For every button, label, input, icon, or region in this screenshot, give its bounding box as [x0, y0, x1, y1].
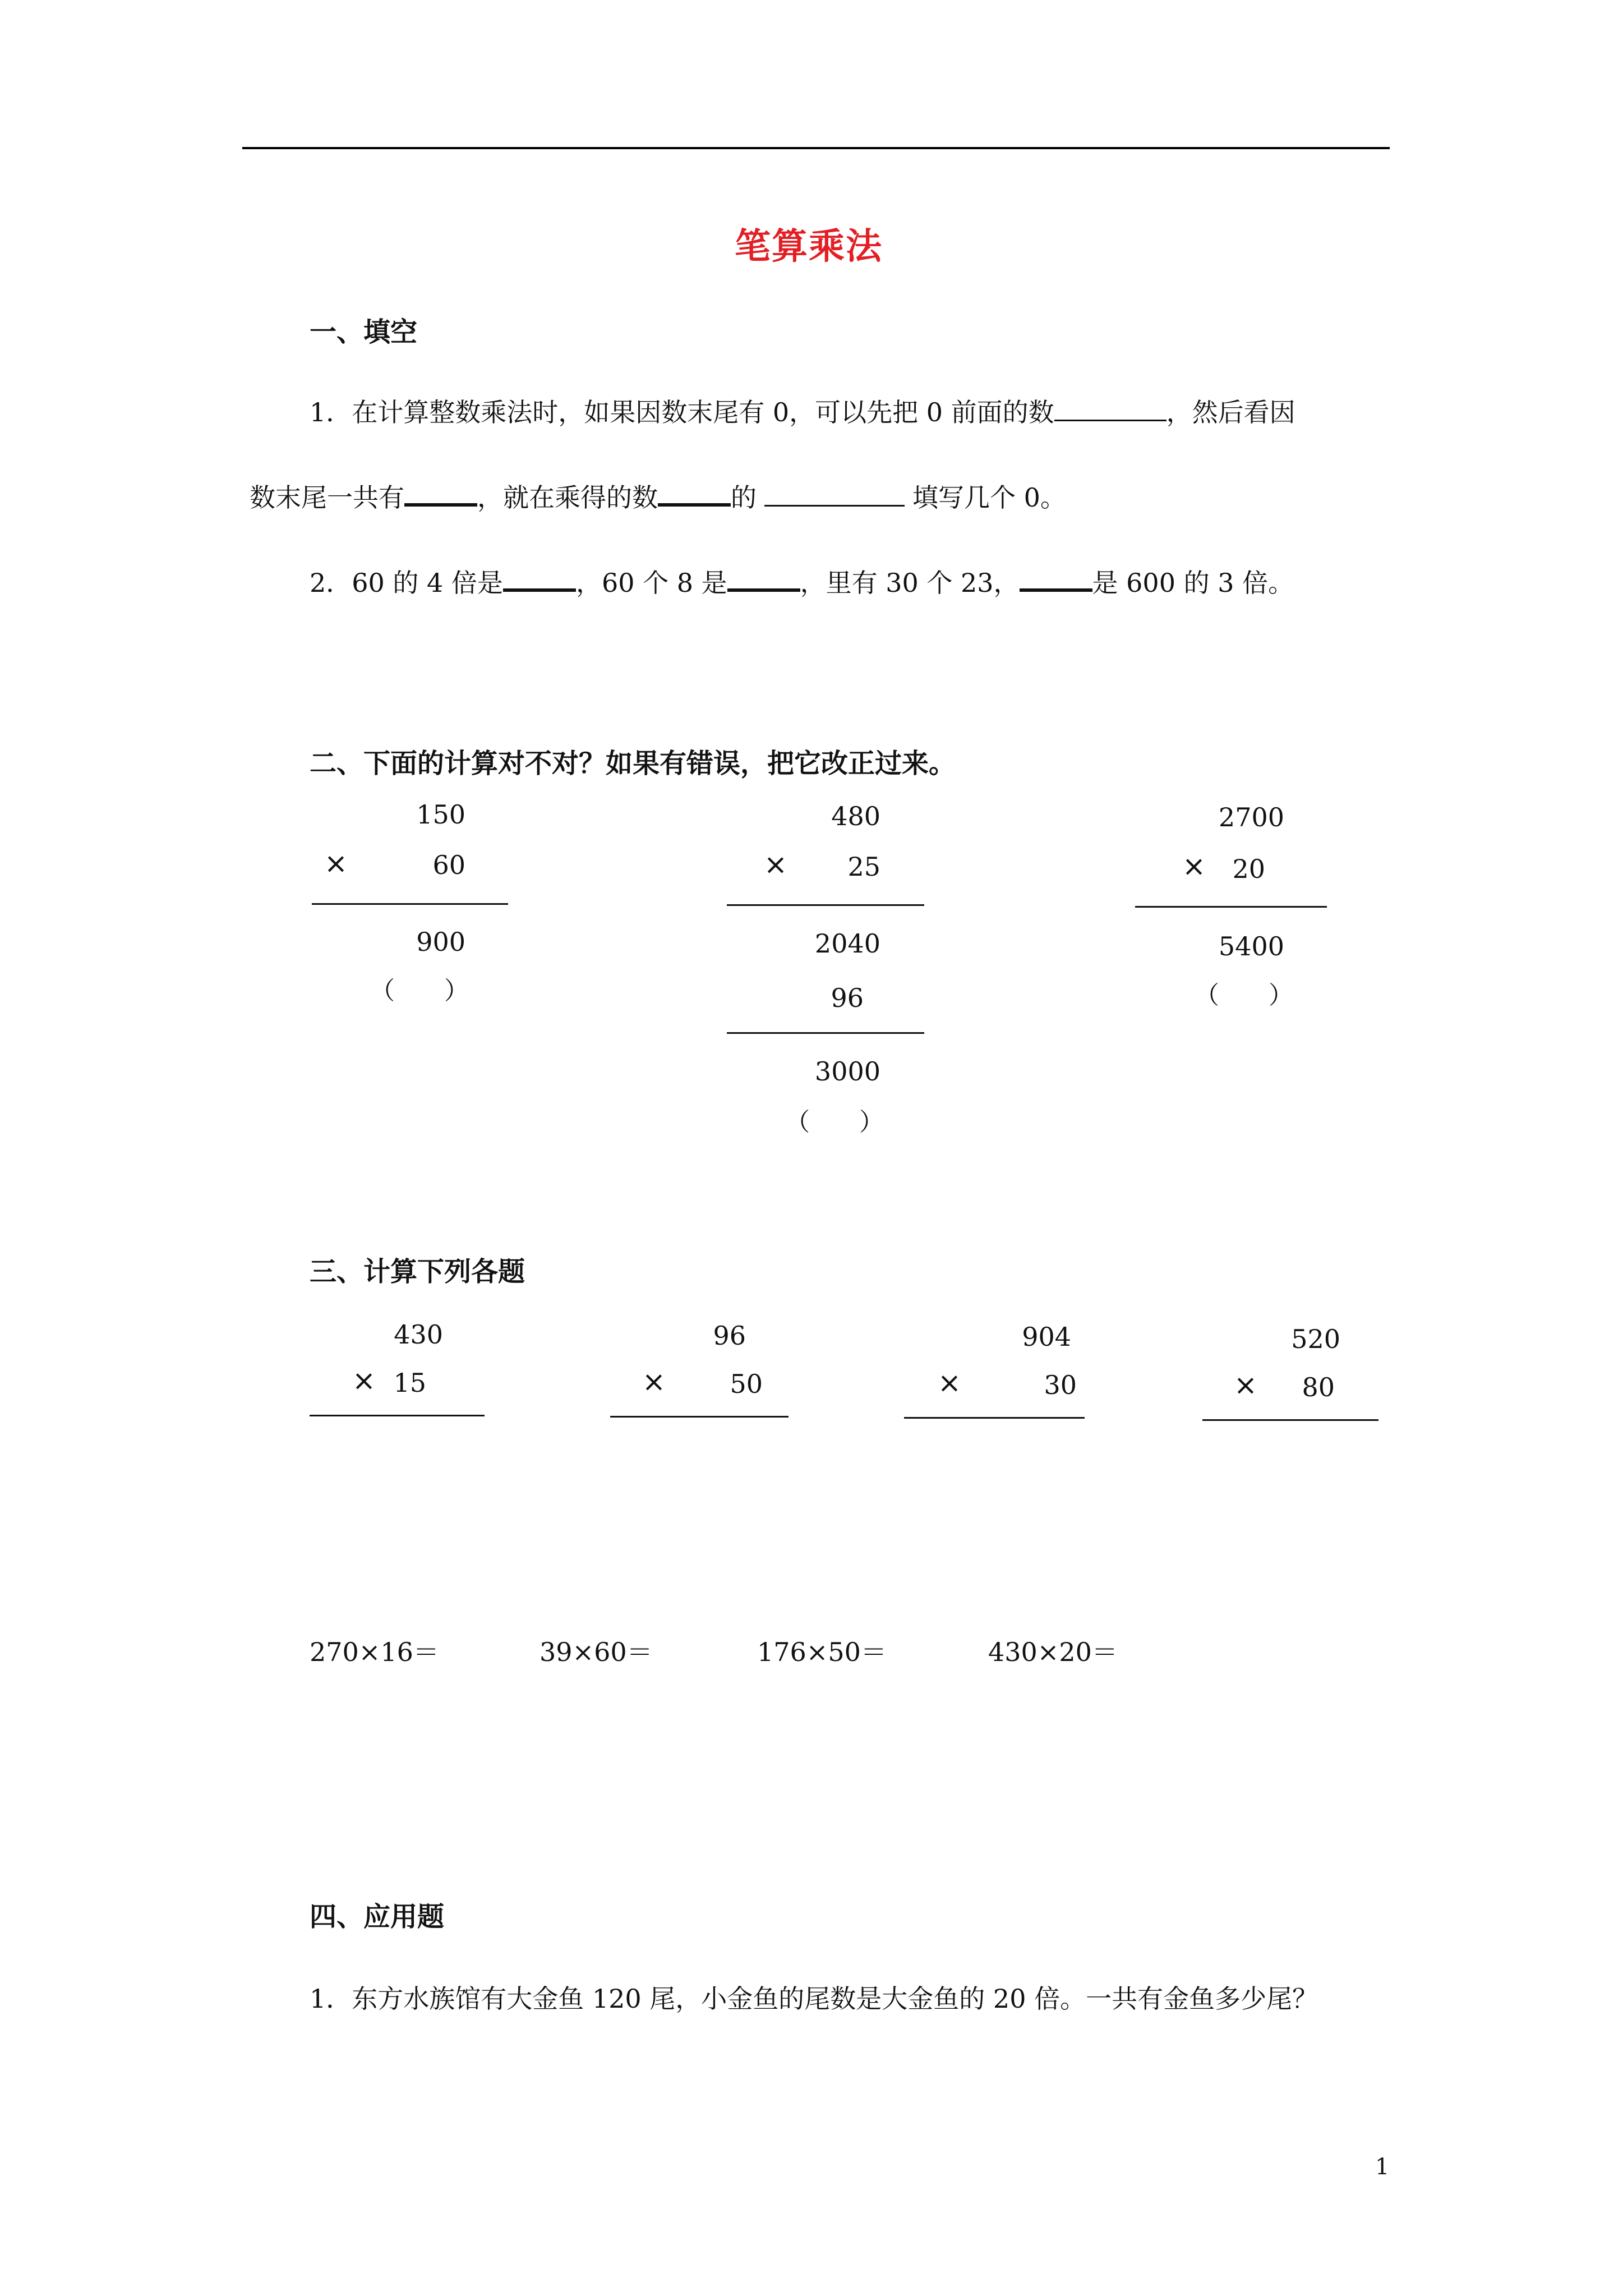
section-2-heading: 二、下面的计算对不对？如果有错误，把它改正过来。	[310, 748, 956, 779]
top-number: 2700	[1218, 802, 1284, 832]
section-4-heading: 四、应用题	[310, 1901, 445, 1932]
q2-text-d: 是 600 的 3 倍。	[1092, 568, 1294, 598]
top-number: 430	[394, 1319, 443, 1350]
top-number: 520	[1291, 1324, 1340, 1354]
times-sign: ×	[324, 847, 348, 880]
answer-blank[interactable]	[727, 583, 800, 592]
times-sign: ×	[1234, 1369, 1257, 1401]
top-number: 480	[831, 801, 880, 831]
top-number: 96	[713, 1320, 746, 1351]
answer-line	[310, 1415, 485, 1416]
times-sign: ×	[764, 848, 787, 881]
result-number: 3000	[814, 1056, 880, 1087]
q1-text-f: 填写几个 0。	[912, 482, 1066, 513]
horizontal-problem-3: 176×50＝	[757, 1637, 887, 1667]
bottom-number: 15	[393, 1368, 426, 1398]
horizontal-problem-4: 430×20＝	[988, 1637, 1118, 1667]
q2-text-c: ，里有 30 个 23，	[800, 568, 1020, 598]
section-1-heading: 一、填空	[310, 316, 418, 348]
result-line	[727, 1032, 924, 1034]
q1-text-b: ，然后看因	[1166, 397, 1295, 427]
answer-blank[interactable]	[1054, 414, 1166, 421]
result-number: 900	[416, 927, 465, 957]
times-sign: ×	[938, 1366, 961, 1399]
answer-blank[interactable]	[764, 499, 905, 507]
judgement-parentheses[interactable]: （ ）	[1195, 981, 1293, 1010]
q2-text-a: 2．60 的 4 倍是	[310, 568, 503, 598]
answer-blank[interactable]	[404, 498, 477, 507]
top-number: 904	[1022, 1322, 1071, 1352]
judgement-parentheses[interactable]: （ ）	[785, 1108, 884, 1137]
header-rule	[242, 147, 1390, 149]
answer-line	[610, 1416, 789, 1418]
bottom-number: 30	[1044, 1370, 1077, 1400]
section-4-question-1: 1．东方水族馆有大金鱼 120 尾，小金鱼的尾数是大金鱼的 20 倍。一共有金鱼多少尾？	[310, 1984, 1318, 2014]
answer-blank[interactable]	[658, 498, 731, 507]
page-number: 1	[1375, 2154, 1390, 2180]
answer-blank[interactable]	[1020, 583, 1092, 592]
section-1-question-1-line-2	[250, 481, 1066, 514]
horizontal-problem-1: 270×16＝	[310, 1637, 439, 1667]
judgement-parentheses[interactable]: （ ）	[370, 977, 469, 1005]
top-number: 150	[416, 799, 465, 830]
answer-line	[904, 1417, 1085, 1419]
bottom-number: 20	[1232, 854, 1265, 884]
q1-text-e: 的	[731, 482, 757, 513]
q1-text-d: ，就在乘得的数	[477, 482, 658, 513]
result-number: 5400	[1218, 931, 1284, 961]
times-sign: ×	[1182, 850, 1206, 882]
result-line	[312, 903, 508, 905]
partial-line	[727, 904, 924, 906]
times-sign: ×	[352, 1364, 376, 1397]
q1-text-a: 1．在计算整数乘法时，如果因数末尾有 0，可以先把 0 前面的数	[310, 397, 1054, 427]
bottom-number: 25	[847, 852, 880, 882]
bottom-number: 80	[1302, 1372, 1335, 1402]
times-sign: ×	[642, 1365, 666, 1398]
answer-line	[1202, 1419, 1378, 1421]
page-title: 笔算乘法	[735, 226, 883, 268]
q2-text-b: ，60 个 8 是	[575, 568, 727, 598]
q1-text-c: 数末尾一共有	[250, 482, 404, 513]
horizontal-problem-2: 39×60＝	[540, 1637, 653, 1667]
bottom-number: 60	[432, 850, 465, 880]
answer-blank[interactable]	[503, 583, 576, 592]
bottom-number: 50	[730, 1369, 763, 1399]
partial-product-1: 2040	[814, 928, 880, 959]
section-1-question-2	[310, 566, 1294, 600]
result-line	[1135, 906, 1327, 908]
section-3-heading: 三、计算下列各题	[310, 1256, 525, 1287]
section-1-question-1-line-1	[310, 395, 1295, 429]
partial-product-2: 96	[831, 983, 864, 1013]
